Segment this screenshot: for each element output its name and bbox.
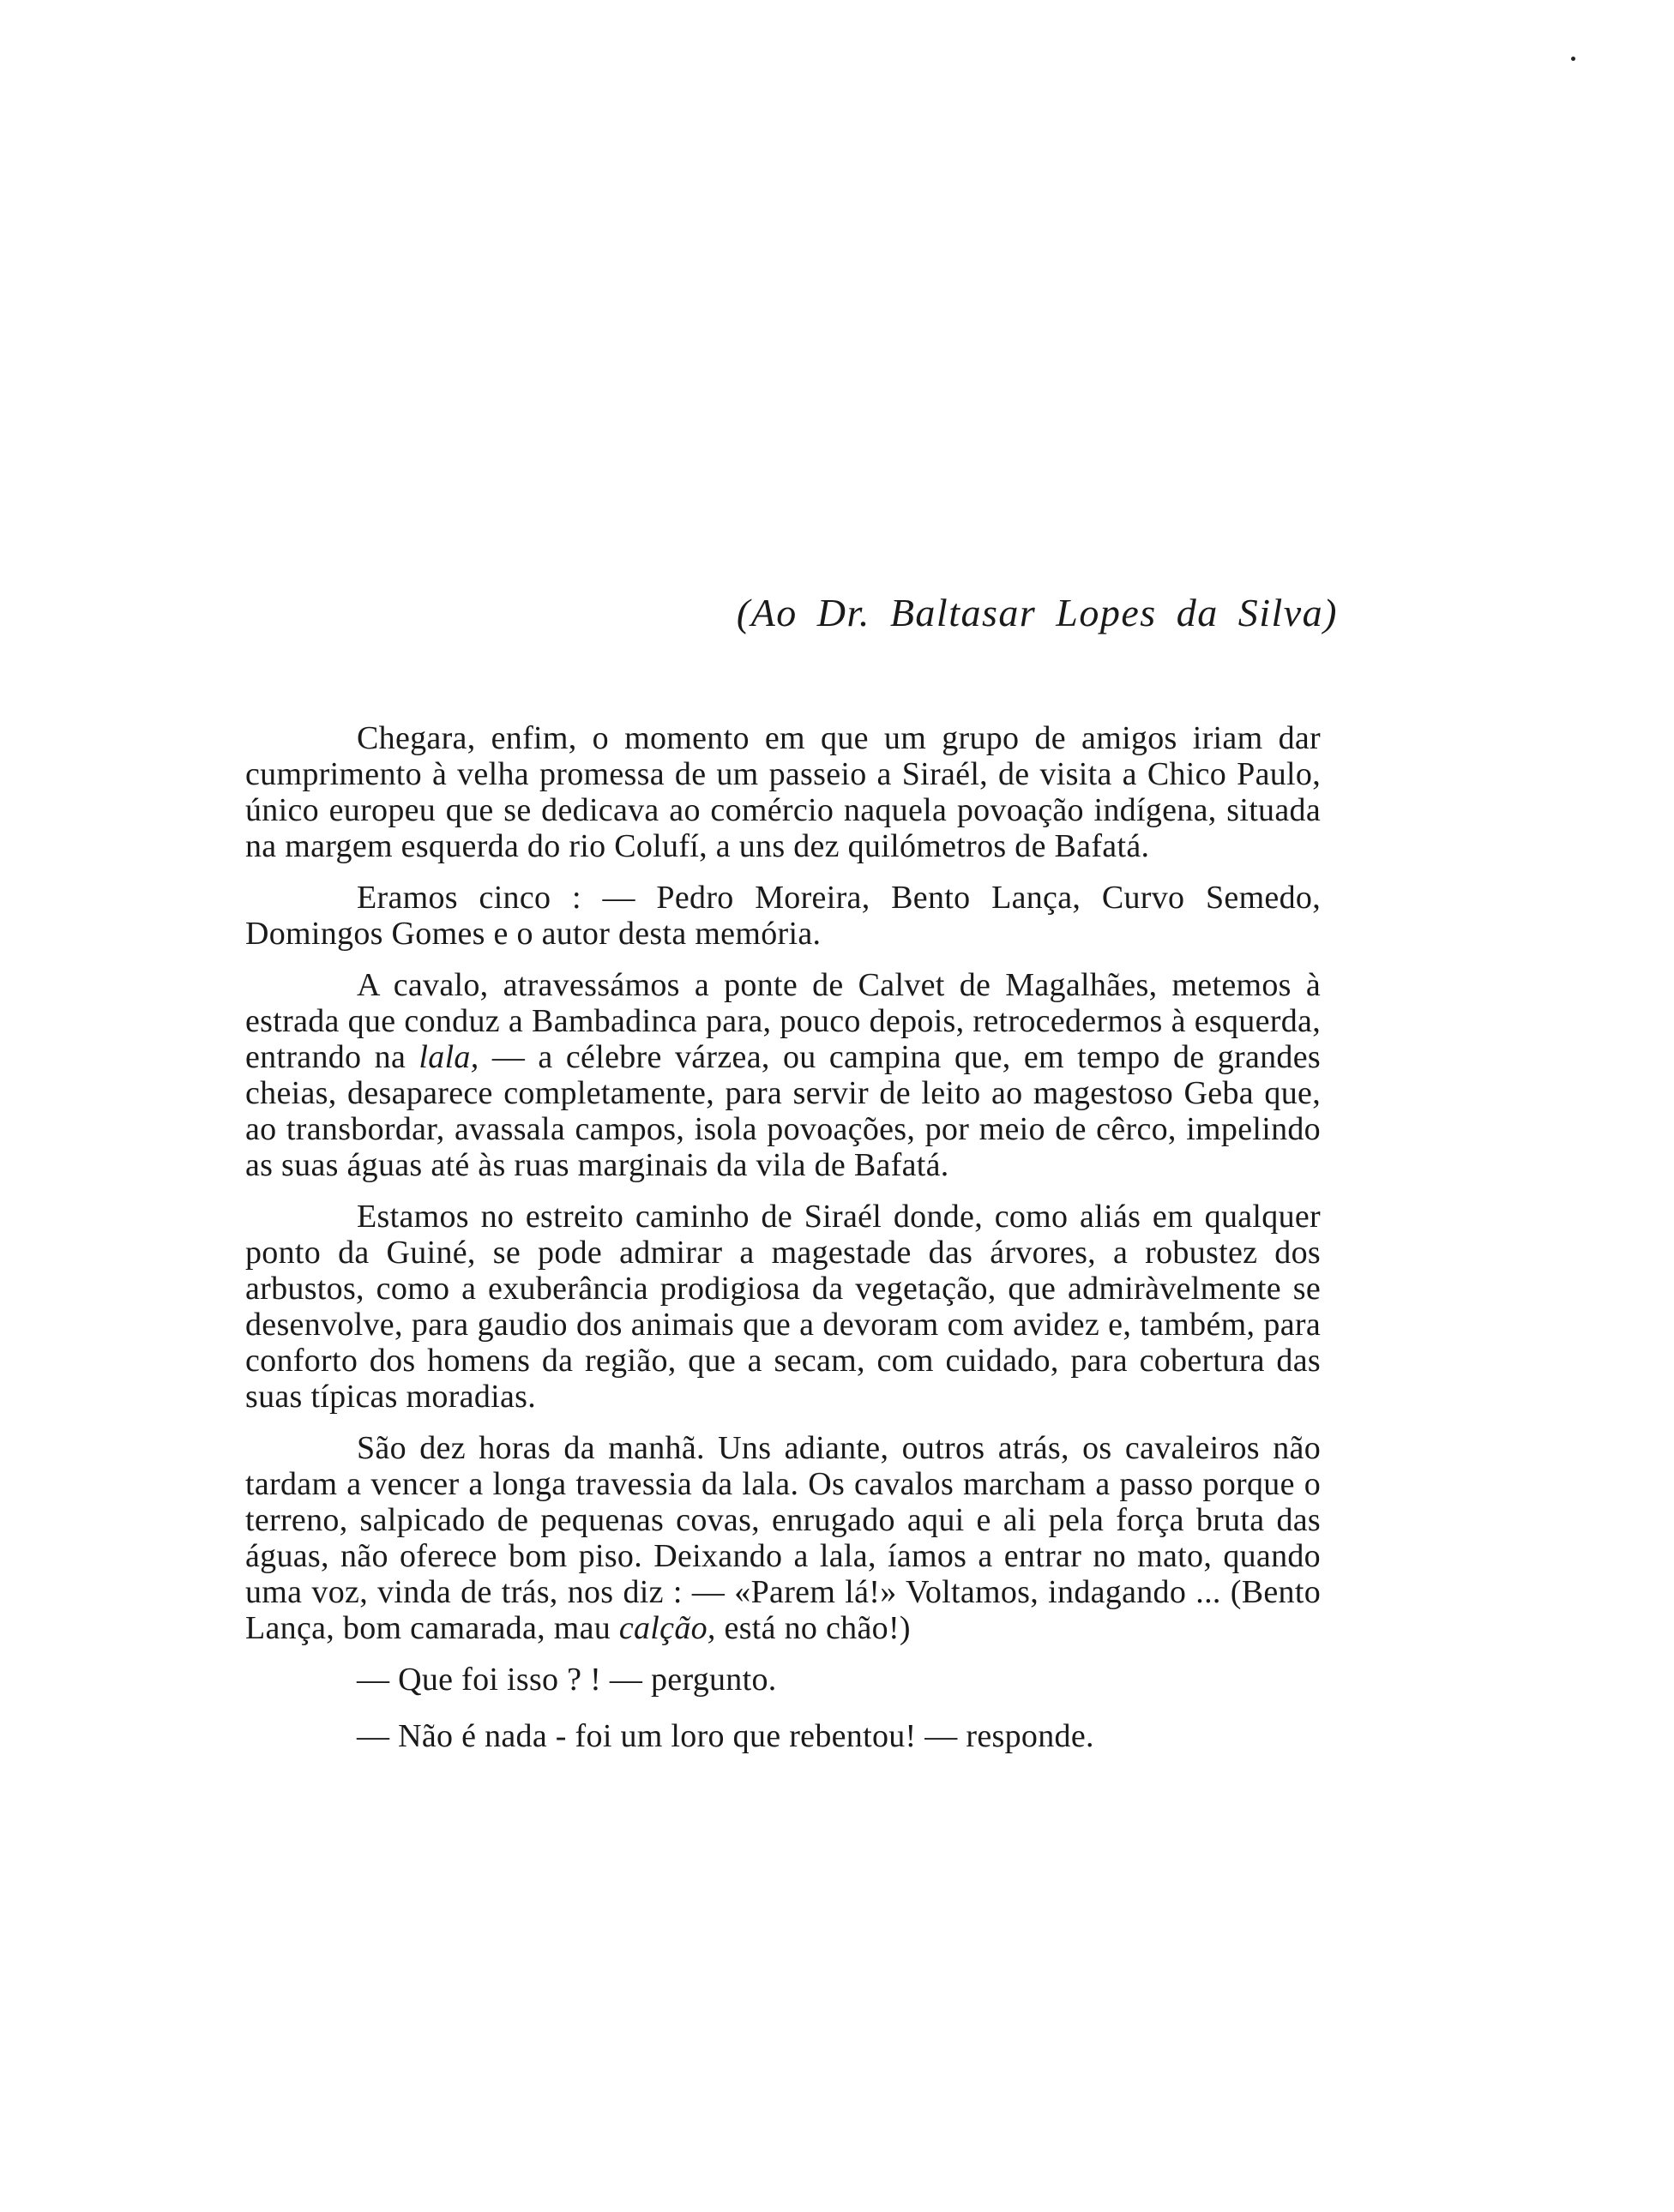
paragraph-5-text-start: São dez horas da manhã. Uns adiante, outros atrás, os cavaleiros não tardam a vencer a longa travessia da lala. Os cavalos marcham a passo porque o terreno, salpicado de pequenas covas, enrugado aqui e ali pela força bruta das águas, não oferece bom piso. Deixando a lala, íamos a entrar no mato, quando uma voz, vinda de trás, nos diz : — «Parem lá!» Voltamos, indagando ... (Bento Lança, bom camarada, mau xyxy=(245,1430,1321,1646)
dedication: (Ao Dr. Baltasar Lopes da Silva) xyxy=(736,591,1338,634)
paragraph-4: Estamos no estreito caminho de Siraél donde, como aliás em qualquer ponto da Guiné, se pode admirar a magestade das árvores, a robustez dos arbustos, como a exuberância prodigiosa da vegetação, que admiràvelmente se desenvolve, para gaudio dos animais que a devoram com avidez e, também, para conforto dos homens da região, que a secam, com cuidado, para cobertura das suas típicas moradias. xyxy=(245,1199,1321,1415)
paragraph-3-text-start: A cavalo, atravessámos a ponte de Calvet de Magalhães, metemos à estrada que conduz a Bambadinca para, pouco depois, retrocedermos à esquerda, entrando na xyxy=(245,967,1321,1075)
paragraph-1: Chegara, enfim, o momento em que um grupo de amigos iriam dar cumprimento à velha promessa de um passeio a Siraél, de visita a Chico Paulo, único europeu que se dedicava ao comércio naquela povoação indígena, situada na margem esquerda do rio Colufí, a uns dez quilómetros de Bafatá. xyxy=(245,720,1321,864)
paragraph-5-text-end: está no chão!) xyxy=(715,1610,911,1646)
italic-word-lala: lala, xyxy=(418,1039,479,1075)
page-speck xyxy=(1571,57,1575,61)
dialogue-line-2: — Não é nada - foi um loro que rebentou! — responde. xyxy=(357,1718,1094,1754)
paragraph-3 xyxy=(245,967,1321,1183)
italic-word-calcao: calção, xyxy=(618,1610,716,1646)
body-text xyxy=(245,720,1321,1775)
dialogue-line-1: — Que foi isso ? ! — pergunto. xyxy=(357,1662,777,1698)
paragraph-5 xyxy=(245,1430,1321,1646)
paragraph-3-text-end: — a célebre várzea, ou campina que, em tempo de grandes cheias, desaparece completamente, para servir de leito ao magestoso Geba que, ao transbordar, avassala campos, isola povoações, por meio de cêrco, impelindo as suas águas até às ruas marginais da vila de Bafatá. xyxy=(245,1039,1321,1183)
paragraph-2: Eramos cinco : — Pedro Moreira, Bento Lança, Curvo Semedo, Domingos Gomes e o autor desta memória. xyxy=(245,880,1321,952)
